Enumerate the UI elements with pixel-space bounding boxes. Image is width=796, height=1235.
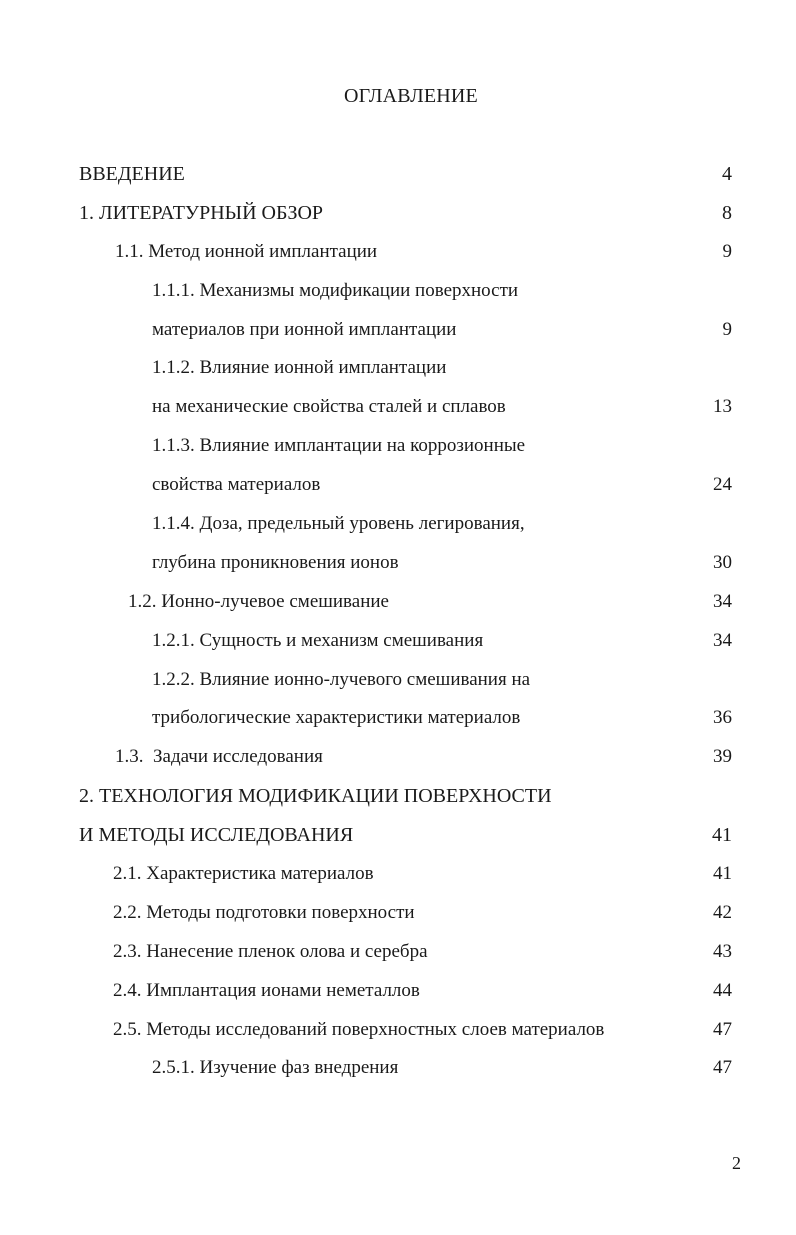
toc-entry-page: 34 [713, 590, 732, 612]
toc-entry-page: 8 [722, 201, 732, 224]
toc-entry-text: глубина проникновения ионов [152, 551, 399, 573]
toc-entry-page: 42 [713, 901, 732, 923]
toc-entry-text: 1.2.1. Сущность и механизм смешивания [152, 629, 484, 651]
toc-entry-2-5 [0, 1011, 796, 1050]
toc-entry-page: 30 [713, 551, 732, 573]
toc-entry-text: 1.2. Ионно-лучевое смешивание [128, 590, 389, 612]
toc-entry-page: 39 [713, 746, 732, 768]
toc-entry-page: 9 [722, 240, 732, 262]
toc-entry-1-1 [0, 233, 796, 272]
toc-entry-page: 41 [713, 863, 732, 885]
toc-entry-text: 1.1. Метод ионной имплантации [115, 240, 378, 262]
toc-entry-text: 1.3. Задачи исследования [115, 746, 323, 768]
toc-entry-1-2-1 [0, 622, 796, 661]
toc-entry-page: 41 [712, 824, 732, 847]
toc-entry-page: 47 [713, 1057, 732, 1079]
toc-entry-2-1 [0, 855, 796, 894]
toc-entry-1-1-1 [0, 272, 796, 311]
toc-entry-text: 2. ТЕХНОЛОГИЯ МОДИФИКАЦИИ ПОВЕРХНОСТИ [79, 785, 552, 808]
table-of-contents [0, 155, 796, 1088]
toc-entry-1-2-2 [0, 661, 796, 700]
toc-entry-page: 47 [713, 1018, 732, 1040]
toc-entry-text: 2.3. Нанесение пленок олова и серебра [113, 940, 428, 962]
toc-entry-1-2 [0, 583, 796, 622]
toc-entry-1-1-4 [0, 505, 796, 544]
toc-entry-text: трибологические характеристики материалов [152, 707, 521, 729]
toc-entry-1-1-2 [0, 349, 796, 388]
toc-entry-page: 24 [713, 474, 732, 496]
toc-entry-text: 1.1.3. Влияние имплантации на коррозионные [152, 435, 526, 457]
toc-entry-text: свойства материалов [152, 474, 321, 496]
toc-entry-text: материалов при ионной имплантации [152, 318, 457, 340]
toc-entry-text: 1. ЛИТЕРАТУРНЫЙ ОБЗОР [79, 201, 324, 224]
toc-entry-text: 1.1.2. Влияние ионной имплантации [152, 357, 447, 379]
toc-entry-text: 2.5. Методы исследований поверхностных слоев материалов [113, 1018, 605, 1040]
toc-entry-1-2-2-cont [0, 699, 796, 738]
toc-entry-text: 1.2.2. Влияние ионно-лучевого смешивания на [152, 668, 531, 690]
toc-entry-text: И МЕТОДЫ ИССЛЕДОВАНИЯ [79, 824, 354, 847]
toc-entry-text: 2.2. Методы подготовки поверхности [113, 901, 415, 923]
toc-entry-2-4 [0, 972, 796, 1011]
toc-entry-1-1-4-cont [0, 544, 796, 583]
toc-entry-page: 4 [722, 163, 732, 185]
toc-entry-text: ВВЕДЕНИЕ [79, 163, 185, 185]
toc-entry-2-5-1 [0, 1049, 796, 1088]
toc-entry-text: 2.4. Имплантация ионами неметаллов [113, 979, 420, 1001]
toc-entry-page: 36 [713, 707, 732, 729]
toc-entry-2-3 [0, 933, 796, 972]
page-title: ОГЛАВЛЕНИЕ [344, 85, 478, 107]
toc-entry-page: 44 [713, 979, 732, 1001]
toc-entry-chapter-2-cont [0, 816, 796, 855]
toc-entry-text: 2.1. Характеристика материалов [113, 863, 374, 885]
toc-entry-text: 1.1.1. Механизмы модификации поверхности [152, 279, 519, 301]
toc-entry-page: 34 [713, 629, 732, 651]
toc-entry-text: 2.5.1. Изучение фаз внедрения [152, 1057, 399, 1079]
toc-entry-1-3 [0, 738, 796, 777]
toc-entry-chapter-2 [0, 777, 796, 816]
toc-entry-introduction [0, 155, 796, 194]
toc-entry-2-2 [0, 894, 796, 933]
toc-entry-1-1-1-cont [0, 311, 796, 350]
toc-entry-text: 1.1.4. Доза, предельный уровень легирования, [152, 513, 525, 535]
page-number: 2 [732, 1153, 741, 1173]
toc-entry-text: на механические свойства сталей и сплавов [152, 396, 506, 418]
toc-entry-page: 9 [722, 318, 732, 340]
toc-entry-1-1-3-cont [0, 466, 796, 505]
toc-entry-page: 13 [713, 396, 732, 418]
toc-entry-page: 43 [713, 940, 732, 962]
toc-entry-1-1-3 [0, 427, 796, 466]
toc-entry-1-1-2-cont [0, 388, 796, 427]
toc-entry-chapter-1 [0, 194, 796, 233]
